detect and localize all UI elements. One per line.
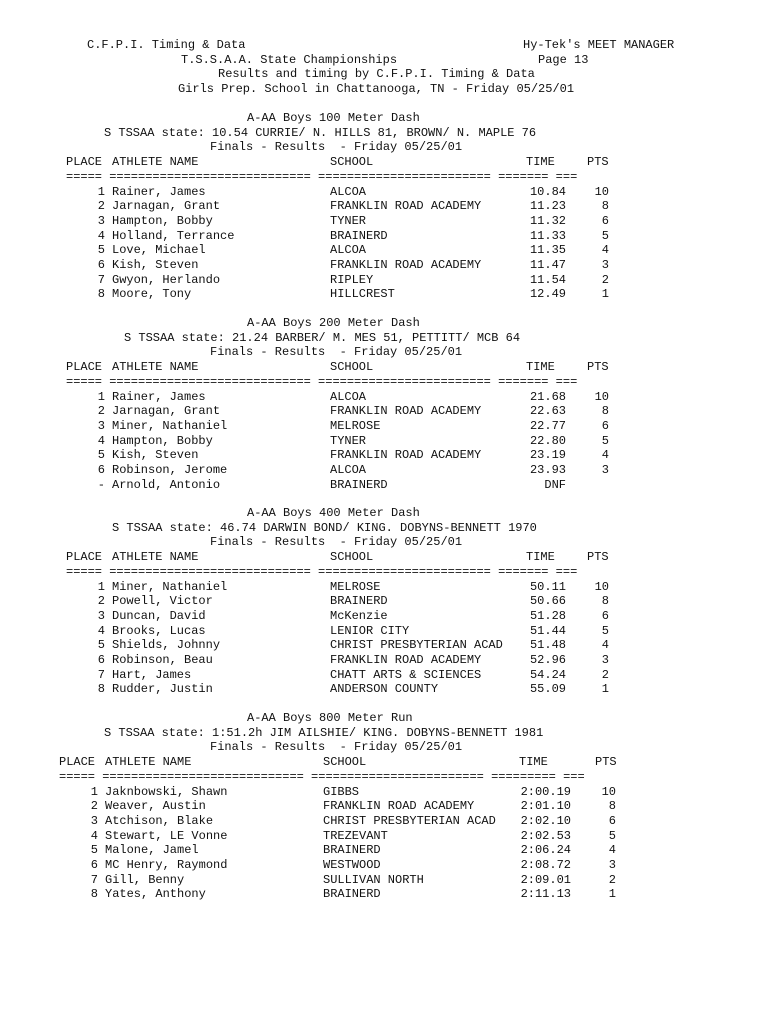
school-name: MELROSE <box>330 418 381 433</box>
school-name: BRAINERD <box>330 594 388 609</box>
result-place: 1 <box>97 184 105 199</box>
result-place: 4 <box>97 623 105 638</box>
athlete-name: Malone, Jamel <box>105 843 199 858</box>
school-name: ALCOA <box>330 184 367 199</box>
event-title: A-AA Boys 800 Meter Run <box>247 711 413 725</box>
result-time: 11.23 <box>529 199 566 214</box>
result-time: 11.35 <box>529 243 566 258</box>
athlete-name: Brooks, Lucas <box>112 623 206 638</box>
column-header-school: SCHOOL <box>323 755 367 770</box>
athlete-name: Stewart, LE Vonne <box>105 828 228 843</box>
result-place: 5 <box>90 843 98 858</box>
result-place: 3 <box>90 813 98 828</box>
result-time: 23.19 <box>529 448 566 463</box>
result-time: DNF <box>544 477 566 492</box>
athlete-name: Weaver, Austin <box>105 799 206 814</box>
header-left: C.F.P.I. Timing & Data <box>87 38 246 52</box>
school-name: FRANKLIN ROAD ACADEMY <box>323 799 475 814</box>
result-place: 1 <box>97 389 105 404</box>
result-place: 2 <box>90 799 98 814</box>
athlete-name: MC Henry, Raymond <box>105 858 228 872</box>
event-title: A-AA Boys 400 Meter Dash <box>247 506 420 520</box>
school-name: BRAINERD <box>323 887 381 902</box>
athlete-name: Gill, Benny <box>105 872 185 887</box>
result-points: 10 <box>594 184 609 199</box>
result-points: 6 <box>601 213 609 228</box>
result-place: 1 <box>97 579 105 594</box>
school-name: ALCOA <box>330 463 367 477</box>
column-header-place: PLACE <box>66 155 103 170</box>
athlete-name: Jaknbowski, Shawn <box>105 784 228 799</box>
result-points: 10 <box>601 784 616 799</box>
school-name: CHRIST PRESBYTERIAN ACAD <box>323 813 496 828</box>
result-points: 6 <box>601 418 609 433</box>
result-place: 2 <box>97 199 105 214</box>
athlete-name: Duncan, David <box>112 608 206 623</box>
result-points: 1 <box>608 887 616 902</box>
school-name: LENIOR CITY <box>330 623 410 638</box>
column-header-time: TIME <box>519 755 548 770</box>
result-place: 4 <box>90 828 98 843</box>
column-header-athlete: ATHLETE NAME <box>105 755 192 770</box>
school-name: RIPLEY <box>330 272 374 287</box>
state-record: S TSSAA state: 1:51.2h JIM AILSHIE/ KING. DOBYNS-BENNETT 1981 <box>104 725 544 740</box>
result-time: 11.33 <box>529 228 566 243</box>
athlete-name: Hampton, Bobby <box>112 213 213 228</box>
header-right: Hy-Tek's MEET MANAGER <box>523 38 675 52</box>
column-header-place: PLACE <box>59 755 96 770</box>
result-time: 51.44 <box>529 623 566 638</box>
header-separator: ===== ============================ ======================== ======= === <box>66 374 578 389</box>
athlete-name: Rainer, James <box>112 389 206 404</box>
athlete-name: Arnold, Antonio <box>112 477 221 492</box>
school-name: SULLIVAN NORTH <box>323 872 424 887</box>
result-place: 1 <box>90 784 98 799</box>
event-title: A-AA Boys 200 Meter Dash <box>247 316 420 330</box>
result-time: 50.66 <box>529 594 566 609</box>
column-header-school: SCHOOL <box>330 550 374 565</box>
result-place: 6 <box>97 463 105 477</box>
header-separator: ===== ============================ ======================== ======= === <box>66 564 578 579</box>
result-place: 4 <box>97 228 105 243</box>
result-points: 5 <box>608 828 616 843</box>
finals-subtitle: Finals - Results - Friday 05/25/01 <box>210 535 463 550</box>
athlete-name: Kish, Steven <box>112 258 199 272</box>
result-place: 7 <box>97 667 105 682</box>
school-name: HILLCREST <box>330 287 395 302</box>
result-time: 22.63 <box>529 404 566 419</box>
athlete-name: Shields, Johnny <box>112 638 221 653</box>
column-header-athlete: ATHLETE NAME <box>112 550 199 565</box>
result-points: 8 <box>601 199 609 214</box>
column-header-time: TIME <box>526 550 555 565</box>
result-time: 51.28 <box>529 608 566 623</box>
column-header-place: PLACE <box>66 360 103 375</box>
column-header-time: TIME <box>526 360 555 375</box>
school-name: ALCOA <box>330 243 367 258</box>
result-points: 1 <box>601 287 609 302</box>
column-header-pts: PTS <box>587 360 609 375</box>
school-name: ANDERSON COUNTY <box>330 682 439 697</box>
state-record: S TSSAA state: 21.24 BARBER/ M. MES 51, PETTITT/ MCB 64 <box>124 330 521 345</box>
athlete-name: Rudder, Justin <box>112 682 213 697</box>
school-name: CHATT ARTS & SCIENCES <box>330 667 482 682</box>
result-points: 6 <box>601 608 609 623</box>
result-place: 6 <box>97 653 105 667</box>
school-name: FRANKLIN ROAD ACADEMY <box>330 199 482 214</box>
result-time: 2:02.10 <box>520 813 571 828</box>
result-time: 11.54 <box>529 272 566 287</box>
school-name: BRAINERD <box>330 477 388 492</box>
result-points: 3 <box>601 258 609 272</box>
result-time: 12.49 <box>529 287 566 302</box>
school-name: WESTWOOD <box>323 858 381 872</box>
school-name: BRAINERD <box>323 843 381 858</box>
result-place: - <box>97 477 105 492</box>
athlete-name: Moore, Tony <box>112 287 192 302</box>
result-points: 10 <box>594 579 609 594</box>
result-time: 51.48 <box>529 638 566 653</box>
finals-subtitle: Finals - Results - Friday 05/25/01 <box>210 740 463 755</box>
result-time: 54.24 <box>529 667 566 682</box>
result-time: 23.93 <box>529 463 566 477</box>
meet-title: T.S.S.A.A. State Championships <box>181 52 398 67</box>
result-time: 50.11 <box>529 579 566 594</box>
athlete-name: Miner, Nathaniel <box>112 579 228 594</box>
athlete-name: Gwyon, Herlando <box>112 272 221 287</box>
result-place: 2 <box>97 594 105 609</box>
school-name: BRAINERD <box>330 228 388 243</box>
result-time: 2:09.01 <box>520 872 571 887</box>
page-number: Page 13 <box>538 52 589 67</box>
header-separator: ===== ============================ ======================== ======= === <box>66 169 578 184</box>
column-header-pts: PTS <box>595 755 617 770</box>
result-time: 2:11.13 <box>520 887 571 902</box>
result-points: 2 <box>601 667 609 682</box>
athlete-name: Kish, Steven <box>112 448 199 463</box>
result-place: 7 <box>97 272 105 287</box>
result-points: 2 <box>608 872 616 887</box>
school-name: FRANKLIN ROAD ACADEMY <box>330 653 482 667</box>
school-name: FRANKLIN ROAD ACADEMY <box>330 404 482 419</box>
result-points: 3 <box>608 858 616 872</box>
result-points: 4 <box>601 243 609 258</box>
athlete-name: Powell, Victor <box>112 594 213 609</box>
result-points: 8 <box>601 594 609 609</box>
result-place: 6 <box>97 258 105 272</box>
athlete-name: Hampton, Bobby <box>112 433 213 448</box>
result-place: 3 <box>97 418 105 433</box>
school-name: FRANKLIN ROAD ACADEMY <box>330 258 482 272</box>
result-points: 10 <box>594 389 609 404</box>
results-by: Results and timing by C.F.P.I. Timing & Data <box>218 67 535 82</box>
result-place: 2 <box>97 404 105 419</box>
result-points: 4 <box>608 843 616 858</box>
school-name: FRANKLIN ROAD ACADEMY <box>330 448 482 463</box>
result-time: 2:00.19 <box>520 784 571 799</box>
result-points: 5 <box>601 228 609 243</box>
result-place: 5 <box>97 243 105 258</box>
result-time: 2:08.72 <box>520 858 571 872</box>
finals-subtitle: Finals - Results - Friday 05/25/01 <box>210 345 463 360</box>
athlete-name: Jarnagan, Grant <box>112 404 221 419</box>
result-time: 11.47 <box>529 258 566 272</box>
column-header-time: TIME <box>526 155 555 170</box>
result-time: 2:02.53 <box>520 828 571 843</box>
column-header-place: PLACE <box>66 550 103 565</box>
result-time: 2:06.24 <box>520 843 571 858</box>
result-place: 5 <box>97 638 105 653</box>
result-place: 8 <box>97 682 105 697</box>
athlete-name: Robinson, Beau <box>112 653 213 667</box>
result-time: 22.77 <box>529 418 566 433</box>
column-header-pts: PTS <box>587 155 609 170</box>
school-name: McKenzie <box>330 608 388 623</box>
result-time: 11.32 <box>529 213 566 228</box>
result-points: 3 <box>601 463 609 477</box>
result-place: 7 <box>90 872 98 887</box>
school-name: GIBBS <box>323 784 360 799</box>
school-name: CHRIST PRESBYTERIAN ACAD <box>330 638 503 653</box>
school-name: TYNER <box>330 213 367 228</box>
result-place: 5 <box>97 448 105 463</box>
result-place: 3 <box>97 608 105 623</box>
result-points: 8 <box>601 404 609 419</box>
result-points: 1 <box>601 682 609 697</box>
athlete-name: Yates, Anthony <box>105 887 206 902</box>
result-points: 3 <box>601 653 609 667</box>
event-title: A-AA Boys 100 Meter Dash <box>247 111 420 125</box>
school-name: MELROSE <box>330 579 381 594</box>
result-points: 6 <box>608 813 616 828</box>
athlete-name: Rainer, James <box>112 184 206 199</box>
result-time: 21.68 <box>529 389 566 404</box>
result-place: 8 <box>97 287 105 302</box>
result-points: 8 <box>608 799 616 814</box>
result-time: 10.84 <box>529 184 566 199</box>
athlete-name: Robinson, Jerome <box>112 463 228 477</box>
result-time: 55.09 <box>529 682 566 697</box>
athlete-name: Jarnagan, Grant <box>112 199 221 214</box>
athlete-name: Hart, James <box>112 667 192 682</box>
school-name: TYNER <box>330 433 367 448</box>
state-record: S TSSAA state: 10.54 CURRIE/ N. HILLS 81, BROWN/ N. MAPLE 76 <box>104 125 537 140</box>
meet-location: Girls Prep. School in Chattanooga, TN - Friday 05/25/01 <box>178 82 575 97</box>
column-header-athlete: ATHLETE NAME <box>112 155 199 170</box>
athlete-name: Atchison, Blake <box>105 813 214 828</box>
result-time: 22.80 <box>529 433 566 448</box>
school-name: ALCOA <box>330 389 367 404</box>
result-points: 2 <box>601 272 609 287</box>
result-points: 4 <box>601 638 609 653</box>
result-place: 4 <box>97 433 105 448</box>
athlete-name: Holland, Terrance <box>112 228 235 243</box>
athlete-name: Love, Michael <box>112 243 206 258</box>
result-points: 5 <box>601 623 609 638</box>
header-separator: ===== ============================ ======================== ========= === <box>59 769 585 784</box>
result-points: 5 <box>601 433 609 448</box>
column-header-pts: PTS <box>587 550 609 565</box>
column-header-athlete: ATHLETE NAME <box>112 360 199 375</box>
result-place: 6 <box>90 858 98 872</box>
result-points: 4 <box>601 448 609 463</box>
result-place: 8 <box>90 887 98 902</box>
state-record: S TSSAA state: 46.74 DARWIN BOND/ KING. DOBYNS-BENNETT 1970 <box>112 520 537 535</box>
column-header-school: SCHOOL <box>330 155 374 170</box>
column-header-school: SCHOOL <box>330 360 374 375</box>
athlete-name: Miner, Nathaniel <box>112 418 228 433</box>
result-time: 52.96 <box>529 653 566 667</box>
result-time: 2:01.10 <box>520 799 571 814</box>
result-place: 3 <box>97 213 105 228</box>
school-name: TREZEVANT <box>323 828 388 843</box>
finals-subtitle: Finals - Results - Friday 05/25/01 <box>210 140 463 155</box>
